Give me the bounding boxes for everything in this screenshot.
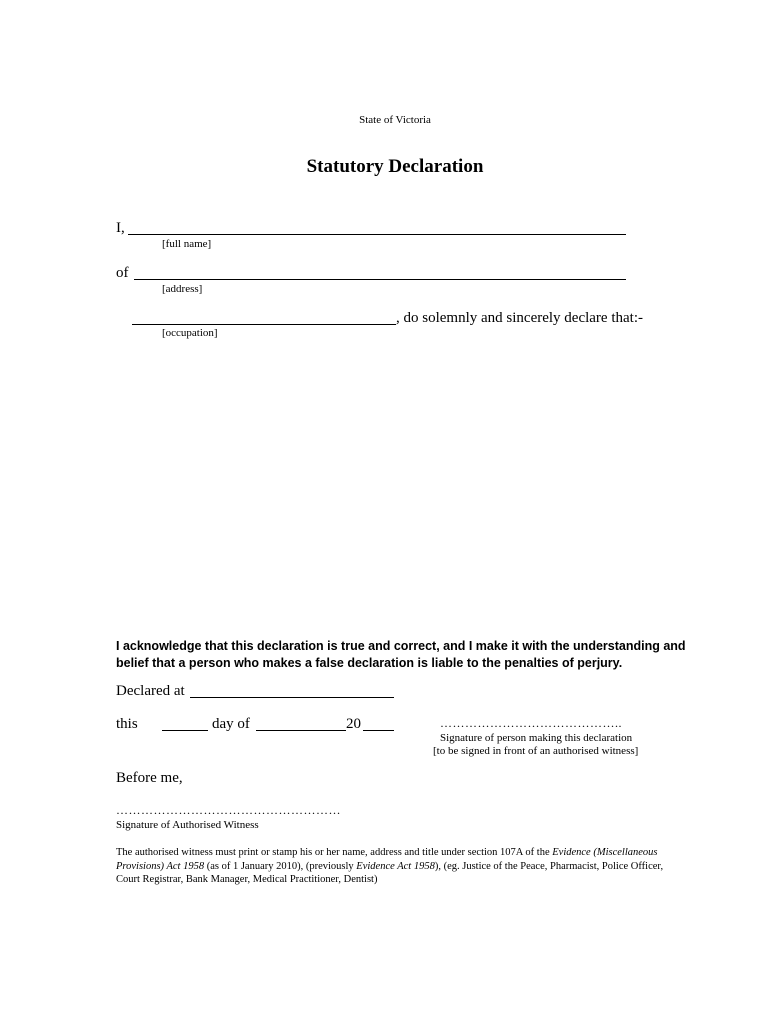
- declare-statement: , do solemnly and sincerely declare that:-: [396, 310, 643, 326]
- note-act-title: Evidence (Miscellaneous Provisions) Act 1958: [116, 847, 658, 872]
- address-field[interactable]: [134, 279, 626, 280]
- address-prefix: of: [116, 265, 129, 281]
- witness-signature-line[interactable]: ………………………………………………: [116, 803, 341, 817]
- witness-signature-caption: Signature of Authorised Witness: [116, 819, 259, 831]
- acknowledgement-text: I acknowledge that this declaration is true and correct, and I make it with the understanding and belief that a person who makes a false declaration is liable to the penalties of perjury.: [116, 639, 686, 670]
- declarant-signature-subcaption: [to be signed in front of an authorised witness]: [433, 745, 639, 757]
- document-title: Statutory Declaration: [306, 156, 484, 177]
- declaration-body-area[interactable]: [116, 345, 706, 630]
- full-name-field[interactable]: [128, 234, 626, 235]
- year-prefix: 20: [346, 716, 361, 732]
- note-text-3: ), (eg. Justice of the Peace, Pharmacist, Police Officer, Court Registrar, Bank Manager, Medical Practitioner, Dentist): [116, 860, 664, 885]
- declared-at-label: Declared at: [116, 683, 185, 699]
- before-me-label: Before me,: [116, 770, 183, 786]
- declarant-signature-line[interactable]: ……………………………………..: [440, 716, 622, 730]
- witness-note: [116, 846, 676, 887]
- year-field[interactable]: [363, 730, 394, 731]
- state-heading: State of Victoria: [359, 114, 431, 126]
- month-field[interactable]: [256, 730, 346, 731]
- name-prefix: I,: [116, 220, 125, 236]
- note-previous-act: Evidence Act 1958: [356, 860, 435, 872]
- full-name-hint: [full name]: [162, 238, 212, 250]
- this-label: this: [116, 716, 138, 732]
- occupation-field[interactable]: [132, 324, 396, 325]
- day-of-label: day of: [212, 716, 250, 732]
- day-field[interactable]: [162, 730, 208, 731]
- declarant-signature-caption: Signature of person making this declaration: [440, 732, 633, 744]
- occupation-hint: [occupation]: [162, 327, 218, 339]
- note-text-2: (as of 1 January 2010), (previously: [204, 860, 357, 872]
- note-text-1: The authorised witness must print or stamp his or her name, address and title under section 107A of the: [116, 847, 553, 858]
- declared-at-field[interactable]: [190, 697, 394, 698]
- address-hint: [address]: [162, 283, 203, 295]
